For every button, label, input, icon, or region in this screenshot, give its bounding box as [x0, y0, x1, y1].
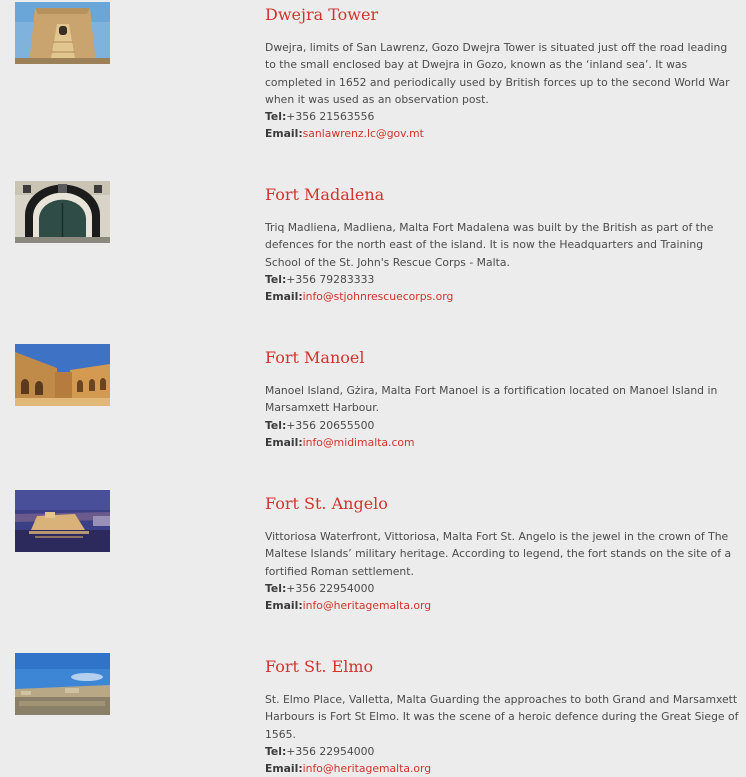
- entry-description: Manoel Island, Gżira, Malta Fort Manoel is a fortification located on Manoel Island in Marsamxett Harbour.: [265, 384, 718, 415]
- email-link[interactable]: info@midimalta.com: [302, 435, 415, 449]
- dwejra-tower-photo[interactable]: [15, 2, 110, 64]
- fort-st-elmo-photo[interactable]: [15, 653, 110, 715]
- tel-label: Tel:: [265, 418, 287, 432]
- tel-value: +356 22954000: [286, 581, 375, 595]
- entry-title[interactable]: Dwejra Tower: [265, 5, 379, 24]
- tel-line: [265, 743, 740, 760]
- entry-description: Vittoriosa Waterfront, Vittoriosa, Malta Fort St. Angelo is the jewel in the crown of The Maltese Islands’ military heritage. According to legend, the fort stands on the site of a fortified Roman settlement.: [265, 530, 732, 578]
- email-link[interactable]: info@stjohnrescuecorps.org: [302, 290, 454, 304]
- entry-title[interactable]: Fort St. Elmo: [265, 657, 374, 676]
- entry-description: Triq Madliena, Madliena, Malta Fort Madalena was built by the British as part of the defences for the north east of the island. It is now the Headquarters and Training School of the St. John's Rescue Corps - Malta.: [265, 221, 714, 269]
- tel-line: [265, 108, 740, 125]
- email-line: [265, 125, 740, 142]
- entry-title[interactable]: Fort Manoel: [265, 348, 365, 367]
- tel-value: +356 79283333: [286, 272, 375, 286]
- tel-line: [265, 580, 740, 597]
- entry-title[interactable]: Fort Madalena: [265, 185, 385, 204]
- email-link[interactable]: info@heritagemalta.org: [302, 599, 432, 613]
- email-label: Email:: [265, 599, 303, 613]
- email-label: Email:: [265, 127, 303, 141]
- tel-value: +356 21563556: [286, 110, 375, 124]
- email-link[interactable]: sanlawrenz.lc@gov.mt: [302, 127, 424, 141]
- fort-st-angelo-photo[interactable]: [15, 490, 110, 552]
- tel-label: Tel:: [265, 581, 287, 595]
- entry-description: Dwejra, limits of San Lawrenz, Gozo Dwejra Tower is situated just off the road leading to the small enclosed bay at Dwejra in Gozo, known as the ‘inland sea’. It was completed in 1652 and periodically used by British forces up to the second World War when it was used as an observation post.: [265, 41, 730, 106]
- email-label: Email:: [265, 290, 303, 304]
- entry-description: St. Elmo Place, Valletta, Malta Guarding the approaches to both Grand and Marsamxett Harbours is Fort St Elmo. It was the scene of a heroic defence during the Great Siege of 1565.: [265, 693, 739, 741]
- tel-label: Tel:: [265, 272, 287, 286]
- tel-label: Tel:: [265, 744, 287, 758]
- email-line: [265, 434, 740, 451]
- tel-value: +356 20655500: [286, 418, 375, 432]
- email-line: [265, 288, 740, 305]
- tel-line: [265, 417, 740, 434]
- email-label: Email:: [265, 762, 303, 776]
- fort-madalena-photo[interactable]: [15, 181, 110, 243]
- email-line: [265, 597, 740, 614]
- entry-title[interactable]: Fort St. Angelo: [265, 494, 388, 513]
- tel-value: +356 22954000: [286, 744, 375, 758]
- email-link[interactable]: info@heritagemalta.org: [302, 762, 432, 776]
- email-line: [265, 760, 740, 777]
- email-label: Email:: [265, 435, 303, 449]
- fort-manoel-photo[interactable]: [15, 344, 110, 406]
- tel-line: [265, 271, 740, 288]
- tel-label: Tel:: [265, 110, 287, 124]
